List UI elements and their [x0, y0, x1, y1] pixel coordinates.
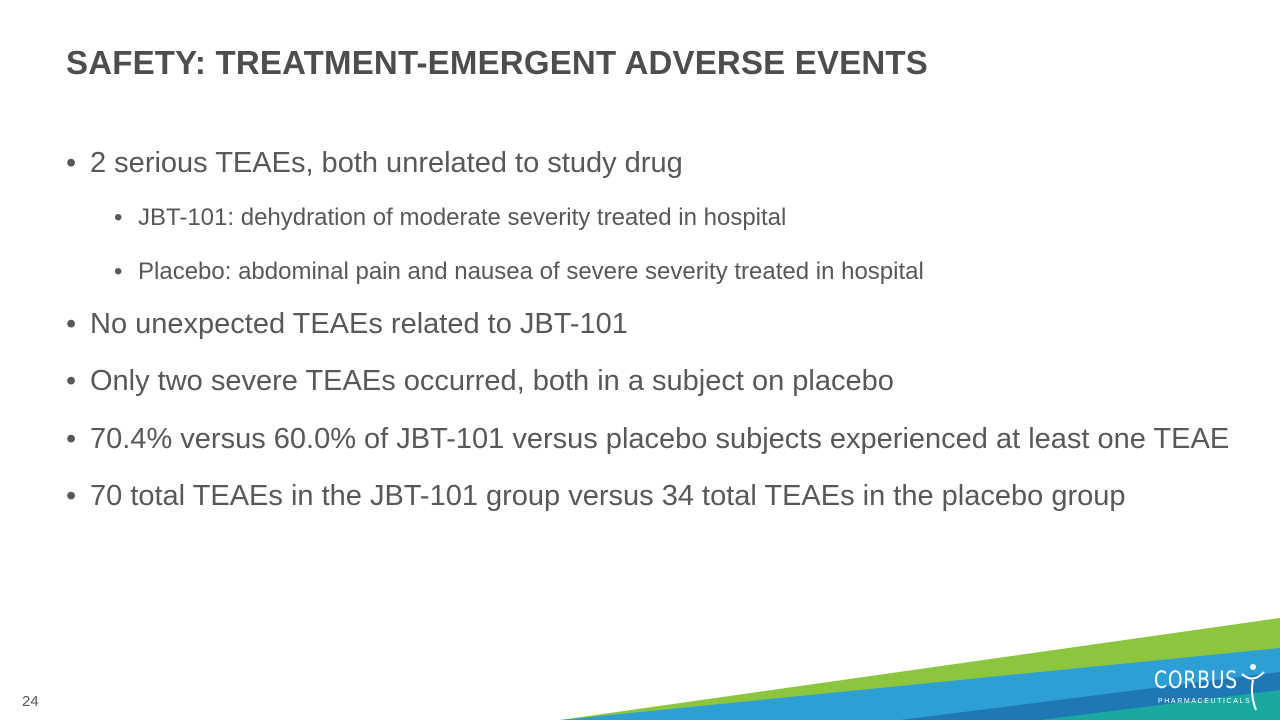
bullet-glyph: • [66, 365, 77, 398]
logo-wordmark: CORBUS [1154, 666, 1238, 694]
bullet-text: Only two severe TEAEs occurred, both in a subject on placebo [90, 365, 894, 398]
slide-title: SAFETY: TREATMENT-EMERGENT ADVERSE EVENTS [66, 44, 928, 81]
corbus-logo [1154, 662, 1264, 720]
logo-tagline: PHARMACEUTICALS [1158, 698, 1252, 705]
bullet-glyph: • [114, 258, 123, 286]
bullet-text: JBT-101: dehydration of moderate severity treated in hospital [138, 204, 787, 232]
bullet-glyph: • [66, 147, 77, 179]
bullet-glyph: • [66, 480, 77, 513]
bullet-text: 2 serious TEAEs, both unrelated to study drug [90, 147, 683, 179]
bullet-glyph: • [114, 204, 123, 232]
bullet-glyph: • [66, 308, 77, 341]
bullet-text: 70.4% versus 60.0% of JBT-101 versus placebo subjects experienced at least one TEAE [90, 422, 1230, 455]
bullet-glyph: • [66, 422, 77, 455]
bullet-text: Placebo: abdominal pain and nausea of severe severity treated in hospital [138, 258, 924, 286]
page-number: 24 [22, 693, 39, 710]
figure-icon [1238, 662, 1268, 712]
bullet-text: 70 total TEAEs in the JBT-101 group versus 34 total TEAEs in the placebo group [90, 480, 1126, 513]
bullet-text: No unexpected TEAEs related to JBT-101 [90, 308, 628, 341]
